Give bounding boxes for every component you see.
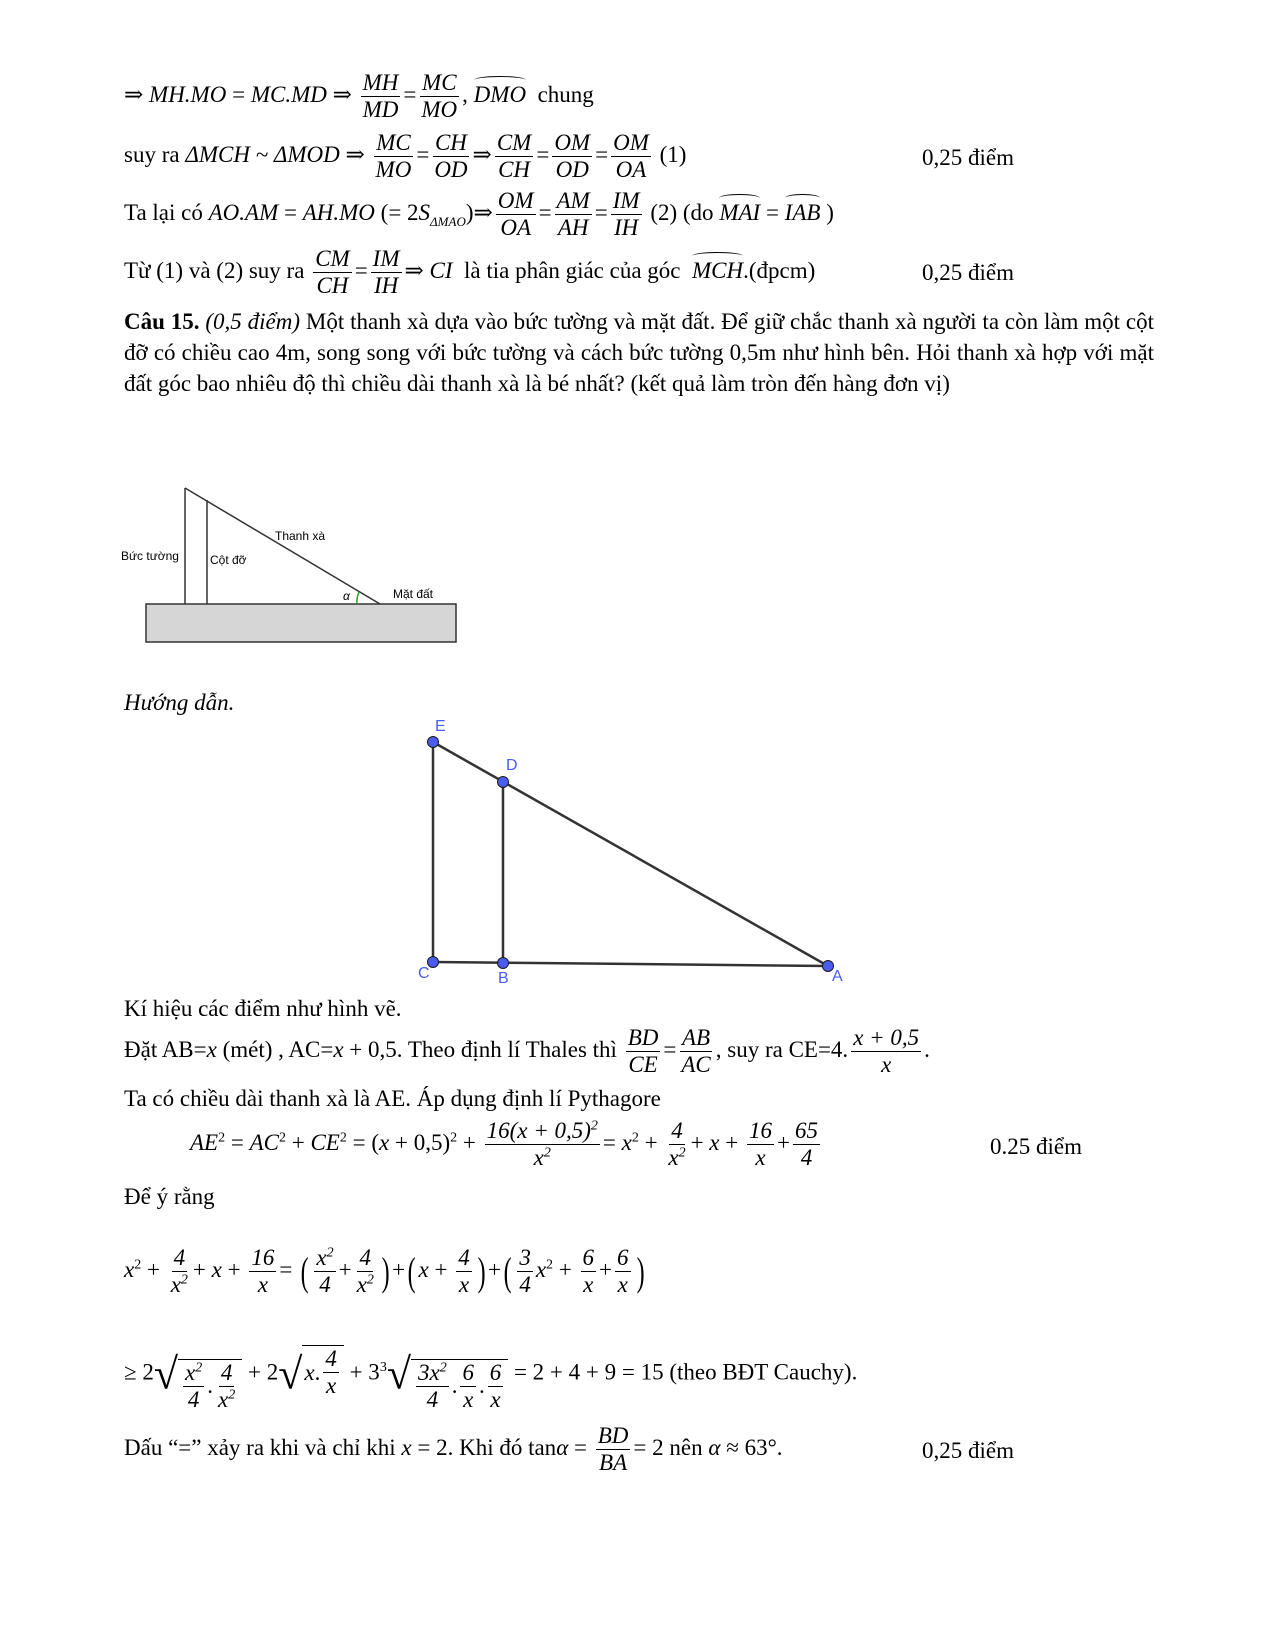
eq-label-1: (1) [659, 142, 687, 168]
line-2: suy ra ΔMCH ~ ΔMOD ⇒ $\frac{MC}{MO}$ = $\frac{CH}{OD}$ ⇒ $\frac{CM}{CH}$ = $\frac{OM}{OD}$ = $\frac{OM}{OA}$ (1) [124, 130, 687, 183]
guide-title: Hướng dẫn. [124, 690, 235, 715]
question-text: Một thanh xà dựa vào bức tường và mặt đất. Để giữ chắc thanh xà người ta còn làm một cột đỡ có chiều cao 4m, song song với bức tường và cách bức tường 0,5m như hình bên. Hỏi thanh xà hợp với mặt đất góc bao nhiêu độ thì chiều dài thanh xà là bé nhất? (kết quả làm tròn đến hàng đơn vị) [124, 309, 1155, 396]
chung-text: chung [537, 82, 594, 108]
equality-mid: . Khi đó [447, 1435, 523, 1461]
decomposition: $x^2$ + $\frac{4}{x^2}$ + x + $\frac{16}{x}$ = ( $\frac{x^2}{4}$ + $\frac{4}{x^2}$ ) +( x + $\frac{4}{x}$ ) +( $\frac{3}{4}$ $x^2$ + $\frac{6}{x}$ + $\frac{6}{x}$ ) [124, 1245, 645, 1298]
point-d [498, 777, 509, 788]
ground-block [146, 604, 456, 642]
point-b [498, 958, 509, 969]
line-3: Ta lại có AO.AM = AH.MO (= $2S_{\Delta MAO})\Rightarrow$ $\frac{OM}{OA}$ = $\frac{AM}{AH}$ = $\frac{IM}{IH}$ (2) (do MAI = IAB ) [124, 188, 834, 241]
beam-line [185, 488, 380, 604]
equality-suffix: nên [669, 1435, 703, 1461]
l4-text: là tia phân giác của góc [464, 258, 681, 284]
equality-line: Dấu “=” xảy ra khi và chỉ khi x = 2. Khi đó tanα = $\frac{BD}{BA}$ = 2 nên α ≈ 63°. [124, 1423, 783, 1476]
question-score: (0,5 điểm) [205, 309, 301, 334]
equality-prefix: Dấu “=” xảy ra khi và chỉ khi [124, 1435, 396, 1461]
l4-suffix: .(đpcm) [743, 258, 816, 284]
label-c: C [418, 965, 430, 982]
wall-label: Bức tường [121, 549, 179, 563]
label-d: D [506, 757, 518, 774]
angle-arc [357, 592, 359, 604]
set-prefix: Đặt AB= [124, 1037, 207, 1063]
line-1: ⇒ MH.MO = MC.MD ⇒ $\frac{MH}{MD}$ = $\frac{MC}{MO}$ , DMO chung [124, 70, 594, 123]
beam-label: Thanh xà [275, 529, 326, 543]
pyth-line: Ta có chiều dài thanh xà là AE. Áp dụng định lí Pythagore [124, 1086, 661, 1111]
notation-line: Kí hiệu các điểm như hình vẽ. [124, 996, 402, 1021]
set-suffix: , suy ra CE=4. [715, 1037, 849, 1063]
figure-wall-beam [115, 480, 465, 655]
ground-label: Mặt đất [393, 587, 434, 601]
similar-triangles: ΔMCH ~ ΔMOD [185, 142, 340, 168]
l2-prefix: suy ra [124, 142, 180, 168]
question-15 [124, 306, 1154, 399]
label-e: E [435, 718, 446, 735]
points-1: 0,25 điểm [922, 145, 1014, 170]
line-4: Từ (1) và (2) suy ra $\frac{CM}{CH}$ = $\frac{IM}{IH}$ ⇒ CI là tia phân giác của góc MCH.(đpcm) [124, 246, 816, 299]
points-3: 0.25 điểm [990, 1134, 1082, 1159]
label-b: B [498, 970, 509, 987]
set-line: Đặt AB=x (mét) , AC=x + 0,5. Theo định lí Thales thì $\frac{BD}{CE}$ = $\frac{AB}{AC}$ , suy ra CE=4. $\frac{x + 0,5}{x}$ . [124, 1025, 930, 1078]
l4-prefix: Từ (1) và (2) suy ra [124, 258, 305, 284]
segment-ca [433, 962, 828, 966]
cauchy-text: (theo BĐT Cauchy). [669, 1359, 858, 1385]
note-line: Để ý rằng [124, 1184, 215, 1209]
eq-label-2: (2) (do [650, 200, 714, 226]
question-number: Câu 15. [124, 309, 200, 334]
l3-prefix: Ta lại có [124, 200, 203, 226]
post-label: Cột đỡ [210, 553, 247, 567]
label-a: A [832, 968, 843, 985]
point-e [428, 737, 439, 748]
points-4: 0,25 điểm [922, 1438, 1014, 1463]
points-2: 0,25 điểm [922, 260, 1014, 285]
set-thales: . Theo định lí Thales thì [396, 1037, 617, 1063]
figure-triangle [410, 715, 860, 990]
set-mid: (mét) , AC= [222, 1037, 334, 1063]
angle-label: α [343, 589, 350, 603]
ae-equation: $AE^2 = AC^2 + CE^2 = (x + 0,5)^2$ + $\frac{16(x + 0,5)^2}{x^2}$ = $x^2$ + $\frac{4}{x^2}$ + x + $\frac{16}{x}$ + $\frac{65}{4}$ [190, 1118, 818, 1171]
cauchy-line: ≥ 2√ $\frac{x^2}{4}$ . $\frac{4}{x^2}$ + 2√ x . $\frac{4}{x}$ + $3^3√$ $\frac{3x^2}{4}$ . $\frac{6}{x}$ . $\frac{6}{x}$ = 2 + 4 + 9 = 15 (theo BĐT Cauchy). [124, 1346, 858, 1413]
segment-ea [433, 742, 828, 966]
